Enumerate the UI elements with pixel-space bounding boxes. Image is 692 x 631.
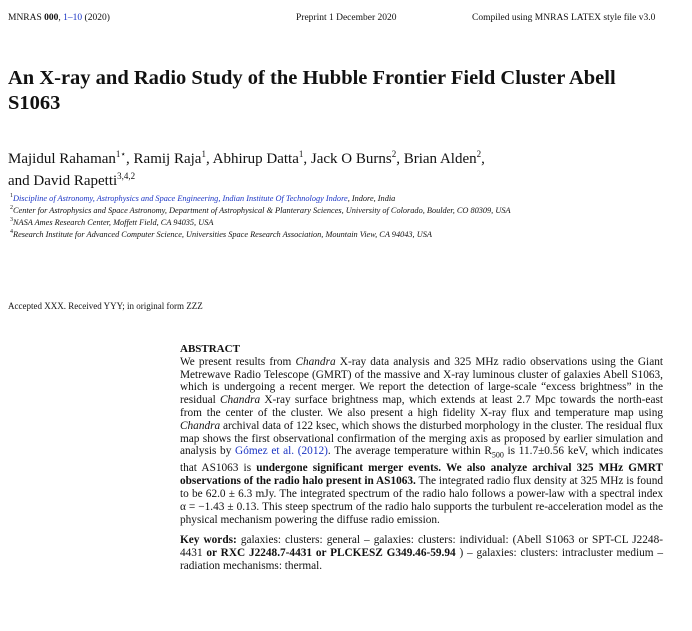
keywords-text: ) – galaxies: clusters: intracluster medium – radiation mechanisms: thermal.	[180, 547, 664, 572]
author-affiliation-mark: 1	[201, 149, 206, 159]
accepted-line: Accepted XXX. Received YYY; in original form ZZZ	[8, 301, 203, 311]
abstract-subscript: 500	[491, 450, 504, 460]
abstract-heading: ABSTRACT	[180, 343, 240, 355]
abstract-text: X-ray data analysis and 325 MHz radio observations using the Giant Metrewave Radio Telescope (GMRT) of the massive and X-ray luminous cluster of galaxies Abell S1063, which is undergoing a recent merger. We report the detection of large-scale “excess brightness” in the residual	[180, 355, 663, 407]
affiliation-item	[10, 205, 570, 217]
paper-title: An X-ray and Radio Study of the Hubble Frontier Field Cluster Abell S1063	[8, 67, 616, 114]
author-affiliation-mark: 1	[298, 149, 304, 159]
affiliation-number: 1	[10, 193, 13, 200]
author-affiliation-mark: 2	[476, 149, 482, 159]
affiliation-link[interactable]: Discipline of Astronomy, Astrophysics and Space Engineering, Indian Institute Of Technology Indore	[13, 194, 348, 203]
abstract-text: X-ray surface brightness map, which extends at least 2.7 Mpc towards the north-east from the center of the cluster. We also present a high fidelity X-ray flux and temperature map using	[180, 394, 663, 419]
keywords	[180, 534, 663, 572]
author-affiliation-mark: 3,4,2	[117, 171, 136, 181]
abstract-block	[180, 343, 663, 573]
author-affiliation-mark: 1⋆	[115, 149, 127, 159]
affiliation-item	[10, 217, 570, 229]
abstract-text: archival data of 122 ksec, which shows the disturbed morphology in the cluster. The residual flux map shows the first observational confirmation of the merging axis as proposed by earlier simulation and analysis by	[180, 419, 663, 458]
keywords-text: galaxies: clusters: general – galaxies: clusters: individual: (Abell S1063 or SPT-CL J2248-4431	[180, 534, 663, 560]
running-header-citation: MNRAS 000, 1–10 (2020)	[8, 13, 110, 23]
preprint-date: Preprint 1 December 2020	[296, 13, 397, 23]
abstract-italic: Chandra	[219, 394, 261, 407]
keywords-label: Key words:	[180, 534, 237, 547]
affiliation-number: 3	[10, 217, 13, 224]
affiliation-text: Research Institute for Advanced Computer Science, Universities Space Research Association, Mountain View, CA 94043, USA	[13, 230, 432, 239]
affiliation-text: Center for Astrophysics and Space Astronomy, Department of Astrophysical & Planterary Sciences, University of Colorado, Boulder, CO 80309, USA	[13, 206, 511, 215]
author-affiliation-mark: 2	[391, 149, 397, 159]
affiliation-number: 2	[10, 205, 13, 212]
abstract-body	[180, 356, 663, 527]
author-list: Majidul Rahaman$^{1⋆}$, Ramij Raja$^1$, Abhirup Datta$^1$, Jack O Burns$^2$, Brian Alden$^2$, and David Rapetti$^{3,4,2}$	[8, 149, 485, 189]
journal-name: MNRAS	[8, 13, 42, 23]
abstract-bold: undergone significant merger events. We also analyze archival 325 MHz GMRT observations of the radio halo present in AS1063.	[180, 462, 663, 488]
abstract-italic: Chandra	[295, 355, 336, 368]
compiled-note: Compiled using MNRAS LATEX style file v3.0	[472, 13, 656, 23]
citation-link[interactable]: Gómez et al. (2012)	[235, 445, 328, 458]
affiliation-text: , Indore, India	[347, 194, 396, 203]
author-name: Abhirup Datta	[212, 151, 299, 167]
author-name: Brian Alden	[403, 151, 477, 167]
affiliation-text: NASA Ames Research Center, Moffett Field, CA 94035, USA	[13, 218, 214, 227]
abstract-text: is 11.7±0.56 keV, which indicates that AS1063 is	[180, 445, 663, 475]
abstract-text: . The average temperature within R	[327, 445, 492, 458]
abstract-text: We present results from	[180, 355, 296, 368]
author-name: Jack O Burns	[310, 151, 392, 167]
volume: 000	[44, 13, 59, 23]
keywords-bold: or RXC J2248.7-4431 or PLCKESZ G349.46-59.94	[206, 547, 456, 560]
affiliation-number: 4	[10, 229, 13, 236]
page-range-link[interactable]: 1–10	[63, 13, 83, 23]
abstract-text: The integrated radio flux density at 325 MHz is found to be 62.0 ± 6.3 mJy. The integrated spectrum of the radio halo follows a power-law with a spectral index α = −1.43 ± 0.13. This steep spectrum of the radio halo supports the turbulent re-acceleration model as the physical mechanism powering the diffuse radio emission.	[180, 475, 663, 526]
author-name: David Rapetti	[33, 173, 118, 189]
author-name: Ramij Raja	[133, 151, 202, 167]
affiliation-item	[10, 229, 570, 241]
author-name: Majidul Rahaman	[8, 151, 116, 167]
affiliation-item	[10, 193, 570, 205]
abstract-italic: Chandra	[180, 419, 221, 432]
year: (2020)	[84, 13, 110, 23]
affiliation-list	[10, 193, 570, 241]
